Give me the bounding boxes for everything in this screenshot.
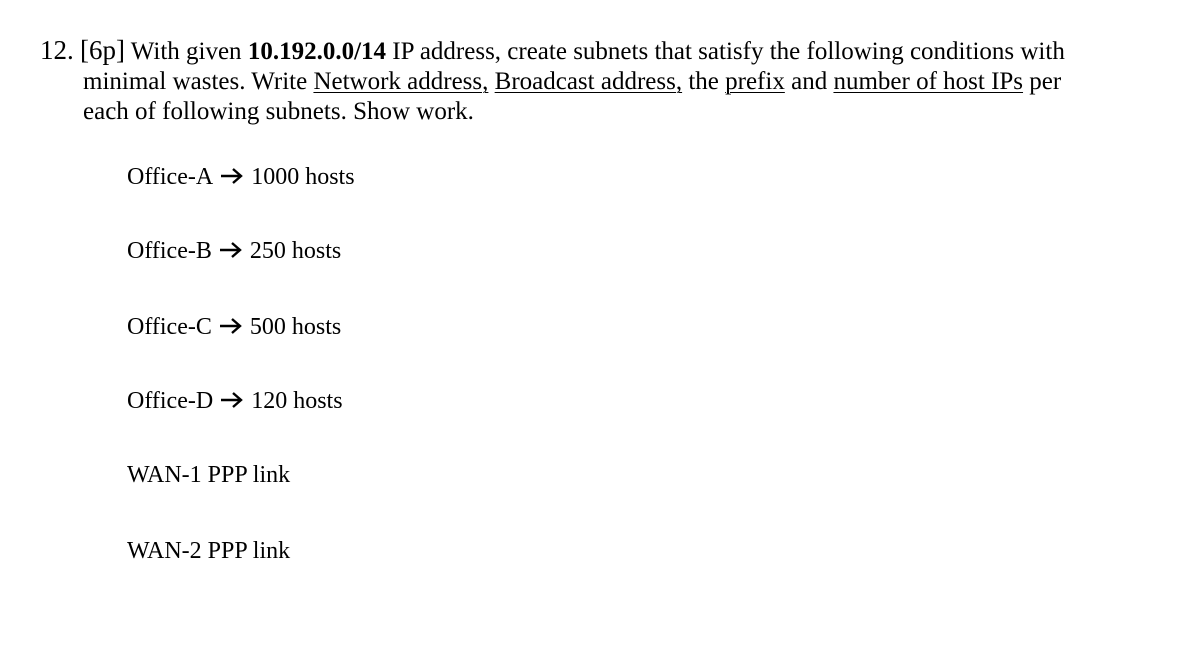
question-12	[40, 35, 1160, 127]
subnet-wan-2	[127, 537, 290, 565]
arrow-right-icon	[218, 241, 244, 259]
host-ips-term: number of host IPs	[833, 68, 1024, 95]
question-text-5: the	[682, 68, 726, 95]
question-text-6: and	[784, 68, 834, 95]
question-text-2: IP address, create subnets that satisfy the following conditions with	[386, 38, 1065, 65]
wan-link-label: WAN-1 PPP link	[127, 462, 291, 488]
arrow-right-icon	[219, 391, 245, 409]
question-number: 12.	[40, 35, 74, 65]
subnet-hosts: 1000 hosts	[251, 164, 355, 190]
question-line-3: each of following subnets. Show work.	[83, 98, 474, 125]
question-line-2	[40, 67, 1160, 97]
subnet-hosts: 120 hosts	[251, 388, 343, 414]
question-points: [6p]	[80, 35, 125, 65]
question-text-3: minimal wastes. Write	[83, 68, 314, 95]
arrow-right-icon	[218, 317, 244, 335]
subnet-office-c	[127, 313, 341, 341]
question-text-1: With given	[124, 38, 248, 65]
broadcast-address-term: Broadcast address,	[494, 68, 683, 95]
subnet-hosts: 250 hosts	[249, 238, 342, 264]
question-line-1	[40, 35, 1160, 67]
subnet-name: Office-A	[127, 164, 214, 190]
subnet-name: Office-C	[127, 314, 212, 340]
ip-address: 10.192.0.0/14	[247, 38, 387, 65]
subnet-name: Office-D	[127, 388, 214, 414]
subnet-wan-1	[127, 461, 290, 489]
subnet-office-a	[127, 163, 355, 191]
question-text-7: per	[1023, 68, 1062, 95]
arrow-right-icon	[219, 167, 245, 185]
prefix-term: prefix	[725, 68, 785, 95]
subnet-office-b	[127, 237, 341, 265]
subnet-name: Office-B	[127, 238, 212, 264]
network-address-term: Network address,	[313, 68, 489, 95]
subnet-office-d	[127, 387, 343, 415]
subnet-hosts: 500 hosts	[249, 314, 342, 340]
wan-link-label: WAN-2 PPP link	[127, 538, 291, 564]
